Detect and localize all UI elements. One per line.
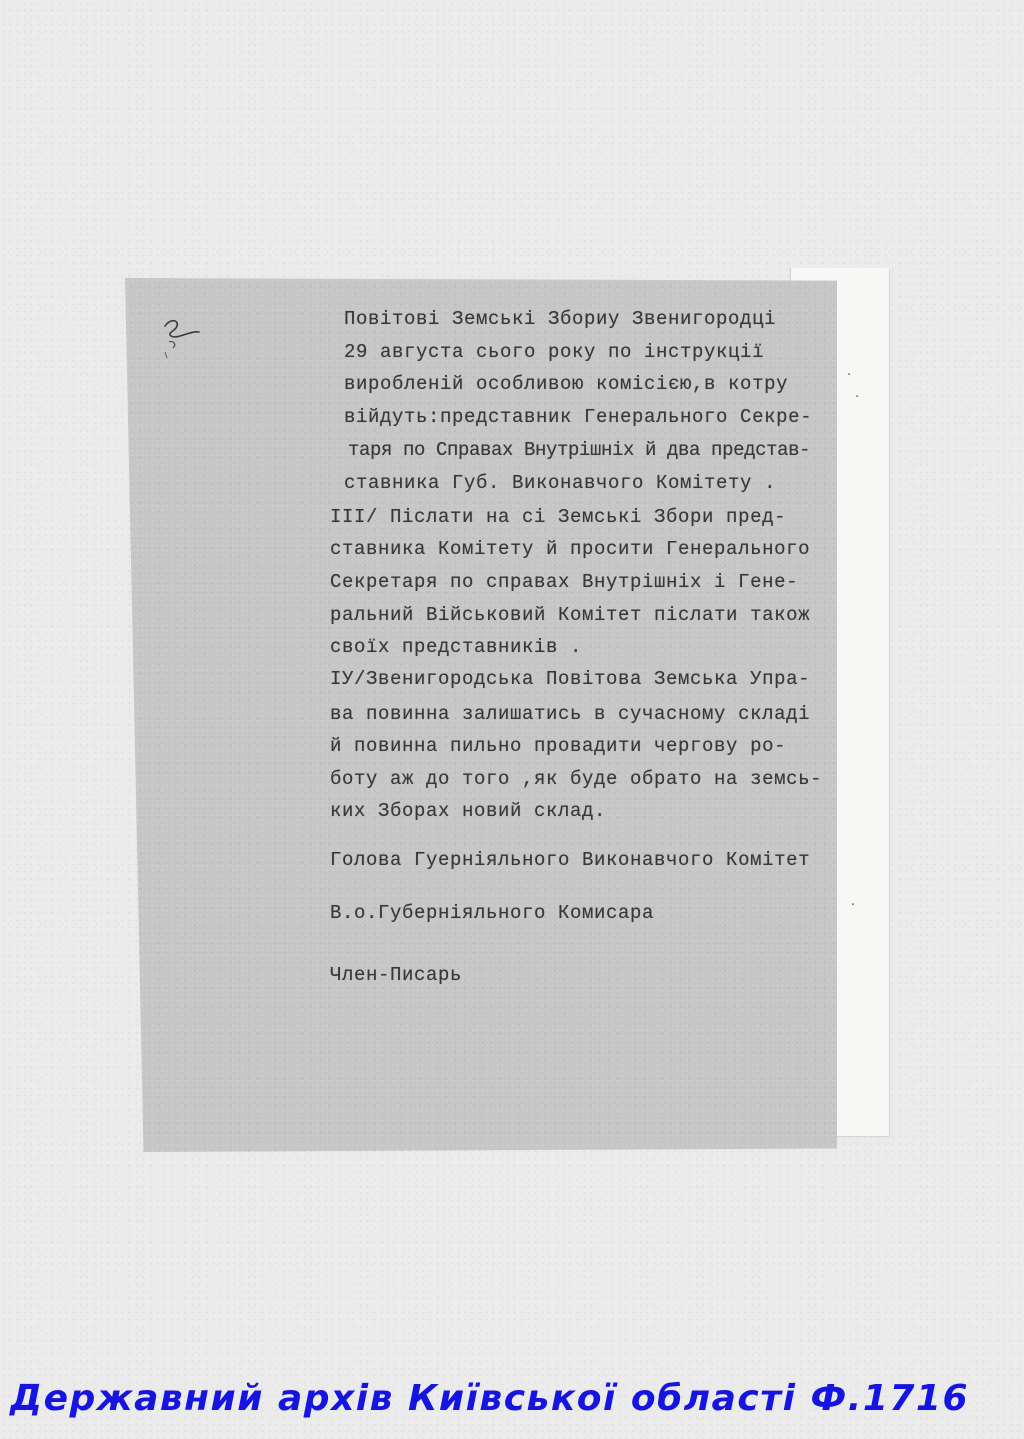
archive-caption: Державний архів Київської області Ф.1716 — [10, 1378, 970, 1419]
document-line: таря по Справах Внутрішніх й два представ- — [348, 439, 811, 461]
document-line: війдуть:представник Генерального Секре- — [344, 406, 813, 428]
document-line: ІУ/Звенигородська Повітова Земська Упра- — [330, 668, 811, 690]
document-line: Секретаря по справах Внутрішніх і Гене- — [330, 571, 799, 593]
document-line: виробленій особливою комісією,в котру — [344, 373, 789, 395]
document-line: ставника Губ. Виконавчого Комітету . — [344, 472, 777, 494]
signature-chairman: Голова Гуерніяльного Виконавчого Комітет — [330, 849, 811, 871]
document-line: ва повинна залишатись в сучасному складі — [330, 703, 811, 725]
handwritten-mark-icon — [157, 312, 207, 362]
paper-speck: · — [847, 368, 852, 383]
document-line: своїх представників . — [330, 636, 583, 658]
document-line: ральний Військовий Комітет післати також — [330, 604, 811, 626]
document-line: 29 августа сього року по інструкції — [344, 341, 765, 363]
document-line: й повинна пильно провадити чергову ро- — [330, 735, 787, 757]
paper-speck: · — [855, 390, 860, 405]
document-line: боту аж до того ,як буде обрато на земсь- — [330, 768, 823, 790]
signature-secretary: Член-Писарь — [330, 964, 463, 986]
document-line: Повітові Земські Збориу Звенигородці — [344, 308, 777, 330]
document-line: ІІІ/ Післати на сі Земські Збори пред- — [330, 506, 787, 528]
signature-commissar: В.о.Губерніяльного Комисара — [330, 902, 655, 924]
document-line: ставника Комітету й просити Генерального — [330, 538, 811, 560]
paper-speck: · — [851, 898, 856, 913]
document-line: ких Зборах новий склад. — [330, 800, 607, 822]
